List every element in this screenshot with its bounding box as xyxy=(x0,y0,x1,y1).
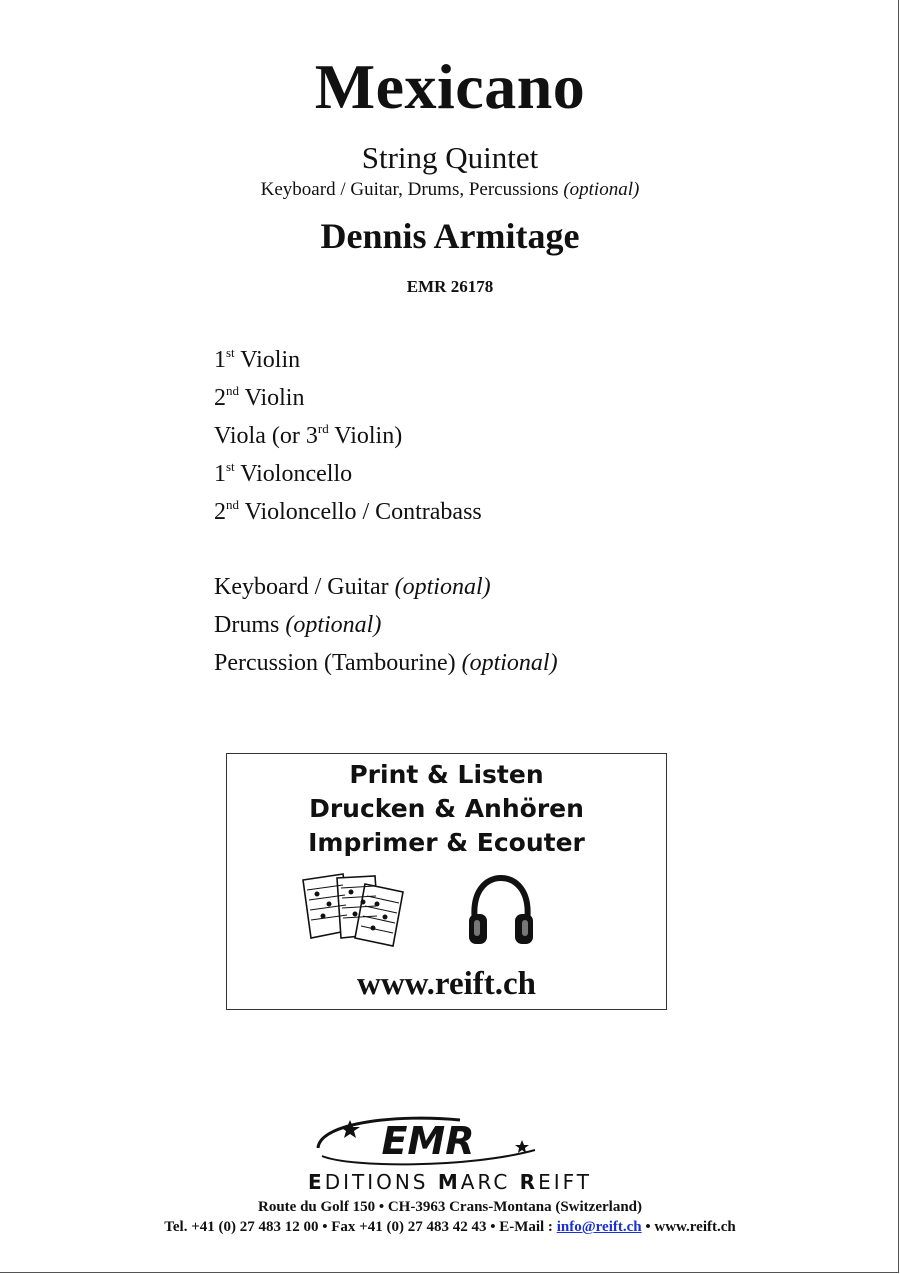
optional-part-item: Drums (optional) xyxy=(214,612,382,638)
part-item: 1st Violin xyxy=(214,345,301,373)
optional-part-item: Percussion (Tambourine) (optional) xyxy=(214,650,558,676)
catalog-number: EMR 26178 xyxy=(406,277,494,296)
emr-logo xyxy=(310,1110,545,1172)
print-listen-box xyxy=(226,753,667,1010)
instrumentation-line xyxy=(0,179,900,201)
contact-website[interactable]: • www.reift.ch xyxy=(641,1219,736,1235)
contact-phone-fax: Tel. +41 (0) 27 483 12 00 • Fax +41 (0) 27 483 42 43 • E-Mail : xyxy=(164,1219,557,1235)
promo-line-german: Drucken & Anhören xyxy=(309,794,584,823)
optional-parts-list xyxy=(214,568,558,682)
publisher-address: Route du Golf 150 • CH-3963 Crans-Montana (Switzerland) xyxy=(258,1199,642,1215)
promo-line-french: Imprimer & Ecouter xyxy=(308,828,585,857)
svg-text:EMR: EMR xyxy=(381,1119,475,1163)
optional-part-item: Keyboard / Guitar (optional) xyxy=(214,574,491,600)
sheet-music-icon xyxy=(299,872,411,948)
part-item: 2nd Violoncello / Contrabass xyxy=(214,497,482,525)
instrumentation-note: (optional) xyxy=(563,179,640,200)
headphones-icon xyxy=(465,874,537,950)
promo-line-english: Print & Listen xyxy=(349,760,544,789)
parts-list xyxy=(214,341,482,531)
score-subtitle: String Quintet xyxy=(361,140,539,175)
instrumentation-text: Keyboard / Guitar, Drums, Percussions xyxy=(260,179,559,200)
promo-url-link[interactable]: www.reift.ch xyxy=(356,966,537,1002)
score-title: Mexicano xyxy=(314,51,586,122)
publisher-name: EDITIONS MARC REIFT xyxy=(308,1170,592,1194)
composer-name: Dennis Armitage xyxy=(320,216,580,256)
email-link[interactable]: info@reift.ch xyxy=(556,1219,642,1235)
part-item: 1st Violoncello xyxy=(214,459,353,487)
publisher-contact xyxy=(0,1219,900,1236)
part-item: Viola (or 3rd Violin) xyxy=(214,421,403,449)
part-item: 2nd Violin xyxy=(214,383,305,411)
